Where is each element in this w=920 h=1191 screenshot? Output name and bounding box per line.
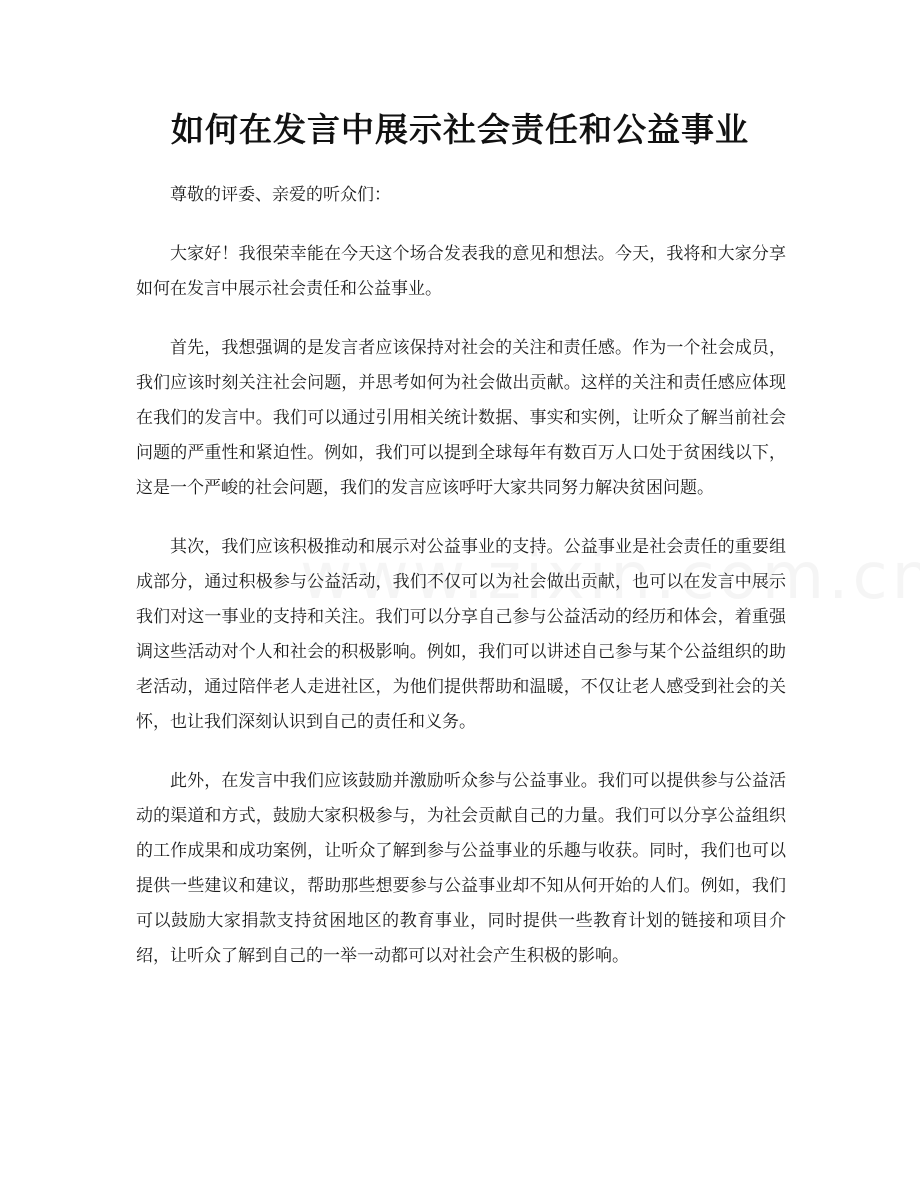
document-title: 如何在发言中展示社会责任和公益事业 — [171, 110, 749, 149]
document-body — [136, 178, 786, 998]
paragraph-second-point: 其次，我们应该积极推动和展示对公益事业的支持。公益事业是社会责任的重要组成部分，通过积极参与公益活动，我们不仅可以为社会做出贡献，也可以在发言中展示我们对这一事业的支持和关注。我们可以分享自己参与公益活动的经历和体会，着重强调这些活动对个人和社会的积极影响。例如，我们可以讲述自己参与某个公益组织的助老活动，通过陪伴老人走进社区，为他们提供帮助和温暖，不仅让老人感受到社会的关怀，也让我们深刻认识到自己的责任和义务。 — [136, 537, 786, 732]
paragraph-first-point: 首先，我想强调的是发言者应该保持对社会的关注和责任感。作为一个社会成员，我们应该时刻关注社会问题，并思考如何为社会做出贡献。这样的关注和责任感应体现在我们的发言中。我们可以通过引用相关统计数据、事实和实例，让听众了解当前社会问题的严重性和紧迫性。例如，我们可以提到全球每年有数百万人口处于贫困线以下，这是一个严峻的社会问题，我们的发言应该呼吁大家共同努力解决贫困问题。 — [136, 338, 786, 498]
paragraph-opening: 大家好！我很荣幸能在今天这个场合发表我的意见和想法。今天，我将和大家分享如何在发言中展示社会责任和公益事业。 — [136, 244, 786, 299]
paragraph-third-point: 此外，在发言中我们应该鼓励并激励听众参与公益事业。我们可以提供参与公益活动的渠道和方式，鼓励大家积极参与，为社会贡献自己的力量。我们可以分享公益组织的工作成果和成功案例，让听众了解到参与公益事业的乐趣与收获。同时，我们也可以提供一些建议和建议，帮助那些想要参与公益事业却不知从何开始的人们。例如，我们可以鼓励大家捐款支持贫困地区的教育事业，同时提供一些教育计划的链接和项目介绍，让听众了解到自己的一举一动都可以对社会产生积极的影响。 — [136, 771, 786, 966]
paragraph-salutation: 尊敬的评委、亲爱的听众们： — [170, 185, 391, 205]
